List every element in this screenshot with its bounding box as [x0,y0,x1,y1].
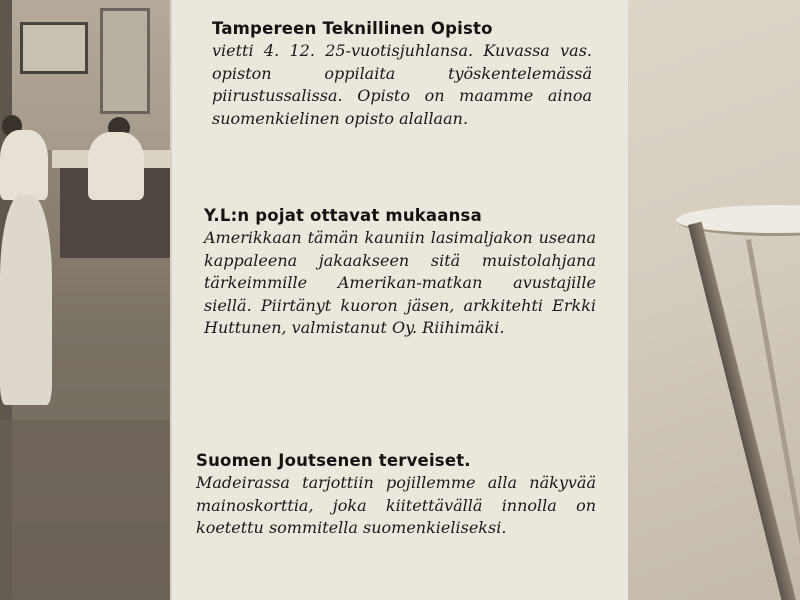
photo-person [88,132,144,200]
photo-window [20,22,88,74]
photo-window [100,8,150,114]
photo-floor [0,420,170,600]
article-body: Amerikkaan tämän kauniin lasimaljakon useana kappaleena jakaakseen sitä muistolahjana tärkeimmille Amerikan-matkan avustajille siellä. Piirtänyt kuoron jäsen, arkkitehti Erkki Huttunen, valmistanut Oy. Riihimäki. [204,228,596,337]
article-yl-pojat [204,205,596,340]
glass-bowl-photo [628,0,800,600]
photo-person [0,130,48,200]
drafting-hall-photo [0,0,170,600]
article-headline: Y.L:n pojat ottavat mukaansa [204,206,482,225]
bowl-edge-shadow [688,222,798,600]
article-joutsen [196,450,596,540]
photo-person-foreground [0,195,52,405]
article-body: vietti 4. 12. 25-vuotisjuhlansa. Kuvassa vas. opiston oppilaita työskentelemässä piirustussalissa. Opisto on maamme ainoa suomenkielinen opisto alallaan. [212,41,592,128]
article-opisto [212,18,592,130]
article-headline: Suomen Joutsenen terveiset. [196,451,471,470]
article-headline: Tampereen Teknillinen Opisto [212,19,493,38]
text-column [172,0,628,600]
article-body: Madeirassa tarjottiin pojillemme alla näkyvää mainoskorttia, joka kiitettävällä innolla on koetettu sommitella suomenkieliseksi. [196,473,596,537]
